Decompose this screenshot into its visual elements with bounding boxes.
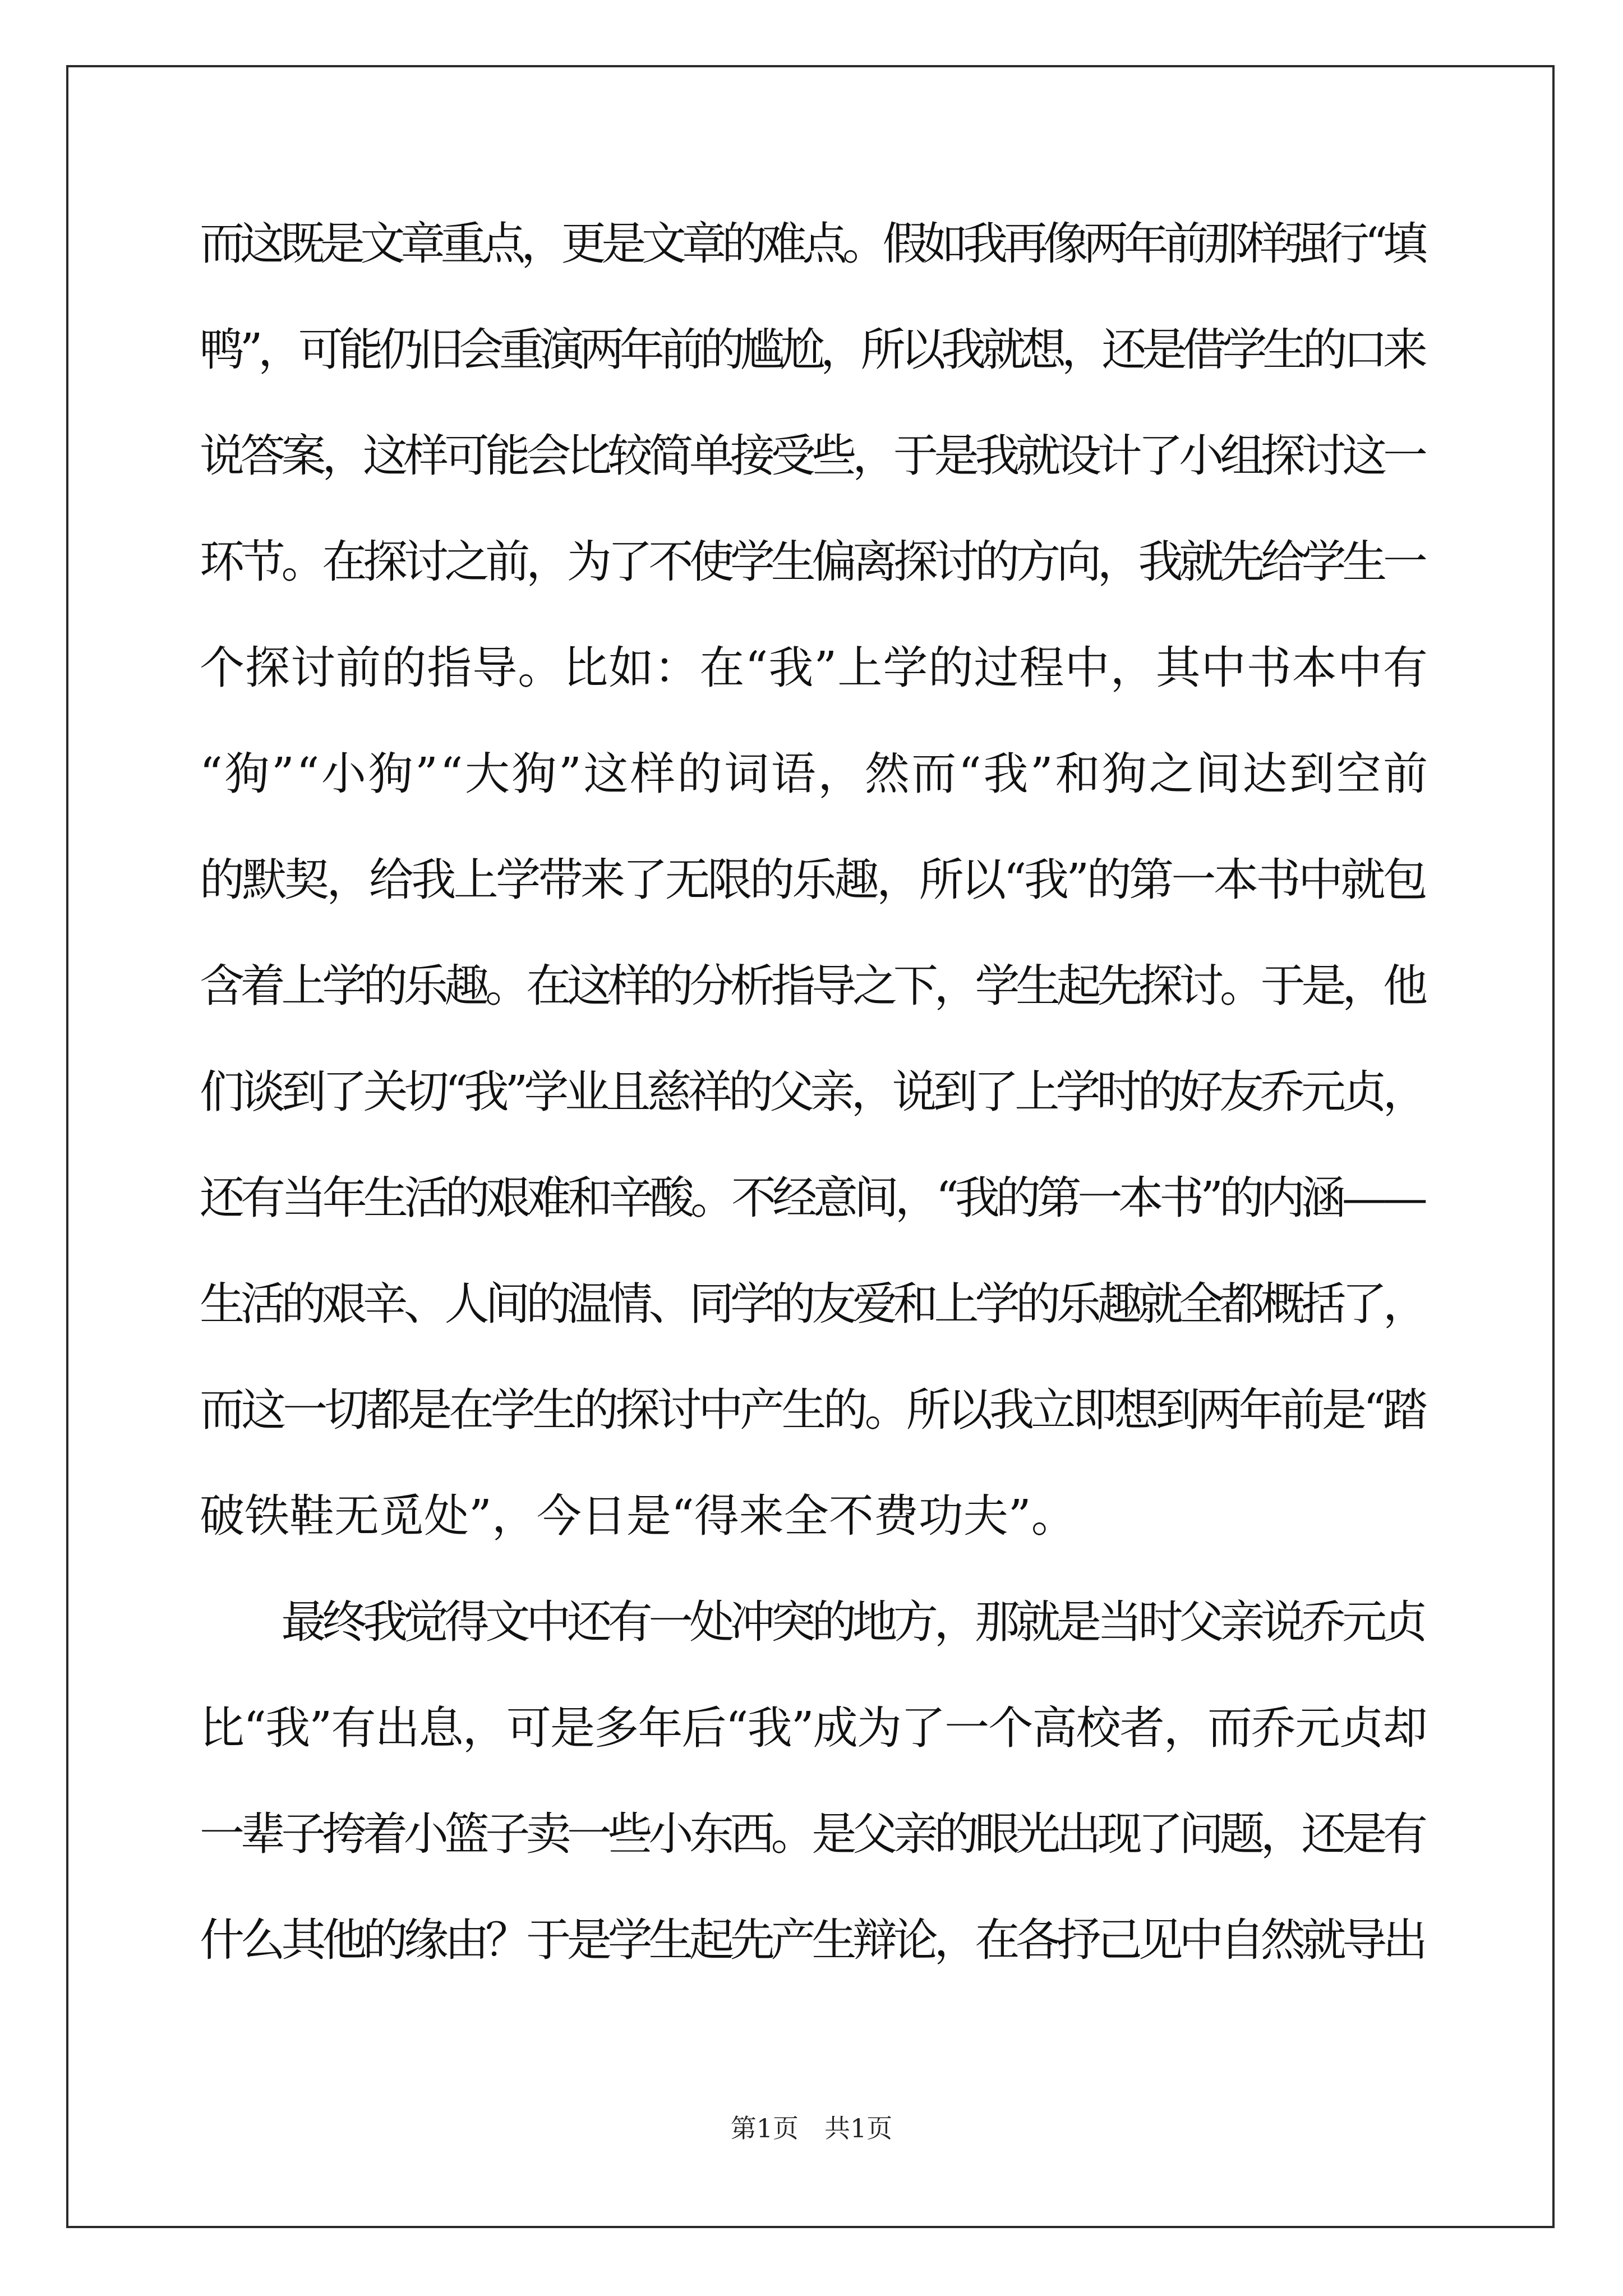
page-number-footer: 第1页 共1页 [730, 2113, 893, 2143]
text-line: 环节。在探讨之前，为了不使学生偏离探讨的方向，我就先给学生一 [200, 536, 1424, 588]
text-line: 个探讨前的指导。比如：在“我”上学的过程中，其中书本中有 [200, 642, 1428, 694]
text-line: 生活的艰辛、人间的温情、同学的友爱和上学的乐趣就全都概括了， [200, 1278, 1424, 1330]
text-line: 还有当年生活的艰难和辛酸。不经意间，“我的第一本书”的内涵—— [200, 1172, 1424, 1224]
text-line: 们谈到了关切“我”学业且慈祥的父亲，说到了上学时的好友乔元贞， [200, 1066, 1424, 1118]
text-line: 而这既是文章重点，更是文章的难点。假如我再像两年前那样强行“填 [200, 218, 1423, 270]
text-line: 最终我觉得文中还有一处冲突的地方，那就是当时父亲说乔元贞 [200, 1596, 1424, 1648]
text-line: 什么其他的缘由？于是学生起先产生辩论，在各抒己见中自然就导出 [200, 1914, 1424, 1966]
text-line: 的默契，给我上学带来了无限的乐趣，所以“我”的第一本书中就包 [200, 854, 1426, 906]
text-line: 而这一切都是在学生的探讨中产生的。所以我立即想到两年前是“踏 [200, 1384, 1424, 1436]
text-line: 鸭”，可能仍旧会重演两年前的尴尬，所以我就想，还是借学生的口来 [200, 324, 1423, 376]
text-line: 破铁鞋无觅处”，今日是“得来全不费功夫”。 [200, 1490, 1076, 1542]
text-line: “狗”“小狗”“大狗”这样的词语，然而“我”和狗之间达到空前 [200, 748, 1430, 800]
page-border [66, 65, 1555, 2228]
text-line: 一辈子挎着小篮子卖一些小东西。是父亲的眼光出现了问题，还是有 [200, 1808, 1424, 1860]
text-line: 说答案，这样可能会比较简单接受些，于是我就设计了小组探讨这一 [200, 430, 1424, 482]
text-line: 含着上学的乐趣。在这样的分析指导之下，学生起先探讨。于是，他 [200, 960, 1424, 1012]
text-line: 比“我”有出息，可是多年后“我”成为了一个高校者，而乔元贞却 [200, 1702, 1427, 1754]
